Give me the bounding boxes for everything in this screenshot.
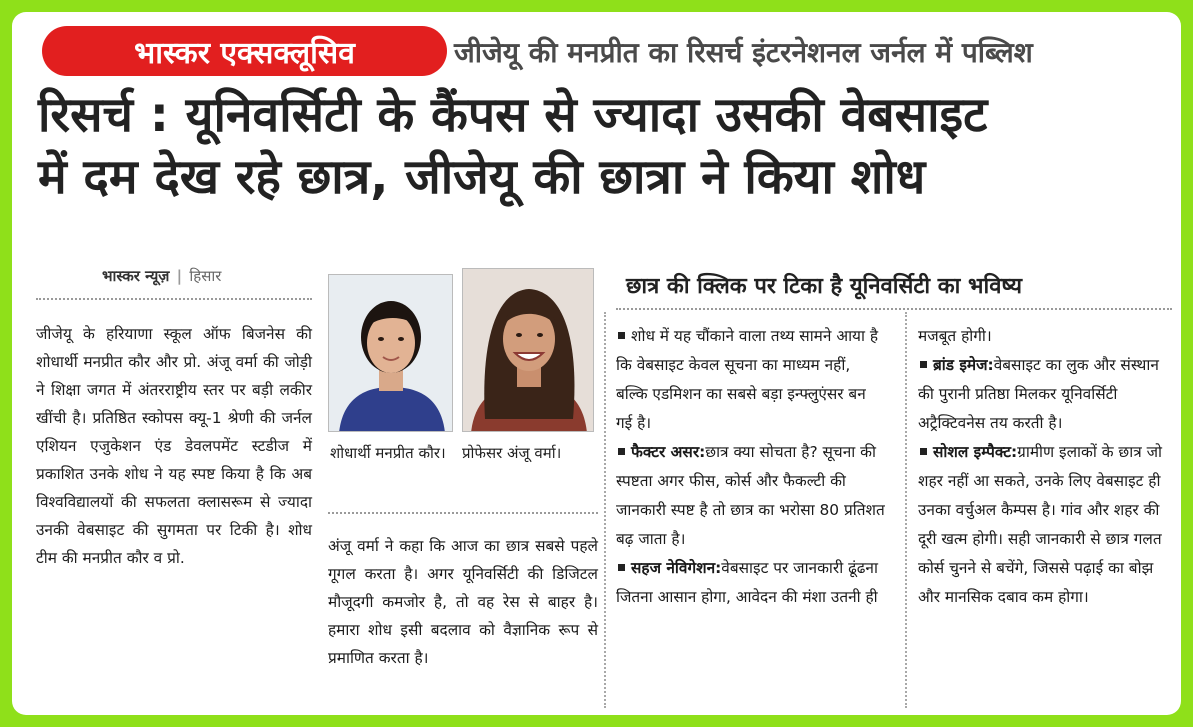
column-rule-2 bbox=[905, 312, 907, 708]
col4-paragraph-2: ब्रांड इमेज:वेबसाइट का लुक और संस्थान की पुरानी प्रतिष्ठा मिलकर यूनिवर्सिटी अट्रैक्टिवनेस तय करती है। bbox=[918, 356, 1159, 432]
subheadline: छात्र की क्लिक पर टिका है यूनिवर्सिटी का भविष्य bbox=[626, 274, 1023, 299]
byline bbox=[102, 266, 221, 286]
researcher-photo bbox=[328, 274, 453, 432]
professor-portrait-icon bbox=[463, 269, 594, 432]
headline-line-1: रिसर्च : यूनिवर्सिटी के कैंपस से ज्यादा उसकी वेबसाइट bbox=[38, 87, 988, 143]
caption-divider bbox=[328, 512, 598, 514]
researcher-caption: शोधार्थी मनप्रीत कौर। bbox=[330, 444, 446, 462]
professor-caption: प्रोफेसर अंजू वर्मा। bbox=[462, 444, 562, 462]
headline-line-2: में दम देख रहे छात्र, जीजेयू की छात्रा ने किया शोध bbox=[38, 149, 926, 205]
exclusive-badge bbox=[42, 26, 447, 76]
professor-photo bbox=[462, 268, 594, 432]
bullet-square-icon bbox=[618, 448, 625, 455]
bullet-square-icon bbox=[920, 361, 927, 368]
newspaper-clipping bbox=[12, 12, 1181, 715]
article-column-3 bbox=[616, 322, 886, 612]
exclusive-badge-label: भास्कर एक्सक्लूसिव bbox=[134, 35, 355, 71]
byline-city: हिसार bbox=[189, 267, 222, 285]
byline-separator: | bbox=[176, 267, 183, 285]
subhead-divider bbox=[616, 308, 1172, 310]
col3-paragraph-2: फैक्टर असर:छात्र क्या सोचता है? सूचना की स्पष्टता अगर फीस, कोर्स और फैकल्टी की जानकारी स्पष्ट है तो छात्र का भरोसा 80 प्रतिशत बढ़ जाता है। bbox=[616, 443, 885, 548]
article-column-2: अंजू वर्मा ने कहा कि आज का छात्र सबसे पहले गूगल करता है। अगर यूनिवर्सिटी की डिजिटल मौजूदगी कमजोर है, तो वह रेस से बाहर है। हमारा शोध इसी बदलाव को वैज्ञानिक रूप से प्रमाणित करता है। bbox=[328, 537, 598, 667]
col4-paragraph-1: मजबूत होगी। bbox=[918, 327, 992, 345]
col4-paragraph-3: सोशल इम्पैक्ट:ग्रामीण इलाकों के छात्र जो शहर नहीं आ सकते, उनके लिए वेबसाइट ही उनका वर्चुअल कैम्पस है। गांव और शहर की दूरी खत्म होगी। सही जानकारी से छात्र गलत कोर्स चुनने से बचेंगे, जिससे पढ़ाई का बोझ और मानसिक दबाव कम होगा। bbox=[918, 443, 1162, 606]
column-rule-1 bbox=[604, 312, 606, 708]
col3-paragraph-3: सहज नेविगेशन:वेबसाइट पर जानकारी ढूंढना जितना आसान होगा, आवेदन की मंशा उतनी ही bbox=[616, 559, 878, 606]
bullet-square-icon bbox=[618, 332, 625, 339]
article-column-4 bbox=[918, 322, 1178, 612]
col3-paragraph-1: शोध में यह चौंकाने वाला तथ्य सामने आया है कि वेबसाइट केवल सूचना का माध्यम नहीं, बल्कि एडमिशन का सबसे बड़ा इन्फ्लुएंसर बन गई है। bbox=[616, 327, 879, 432]
article-column-1: जीजेयू के हरियाणा स्कूल ऑफ बिजनेस की शोधार्थी मनप्रीत कौर और प्रो. अंजू वर्मा की जोड़ी ने शिक्षा जगत में अंतरराष्ट्रीय स्तर पर बड़ी लकीर खींची है। प्रतिष्ठित स्कोपस क्यू-1 श्रेणी की जर्नल एशियन एजुकेशन एंड डेवलपमेंट स्टडीज में प्रकाशित उनके शोध ने यह स्पष्ट किया है कि अब विश्वविद्यालयों की सफलता क्लासरूम से ज्यादा उनकी वेबसाइट की सुगमता पर टिकी है। शोध टीम की मनप्रीत कौर व प्रो. bbox=[36, 325, 312, 567]
researcher-portrait-icon bbox=[329, 275, 453, 432]
headline bbox=[38, 84, 1168, 208]
bullet-square-icon bbox=[920, 448, 927, 455]
kicker-line: जीजेयू की मनप्रीत का रिसर्च इंटरनेशनल जर्नल में पब्लिश bbox=[454, 36, 1033, 69]
byline-divider bbox=[36, 298, 312, 300]
byline-agency: भास्कर न्यूज़ bbox=[102, 267, 170, 285]
bullet-square-icon bbox=[618, 564, 625, 571]
